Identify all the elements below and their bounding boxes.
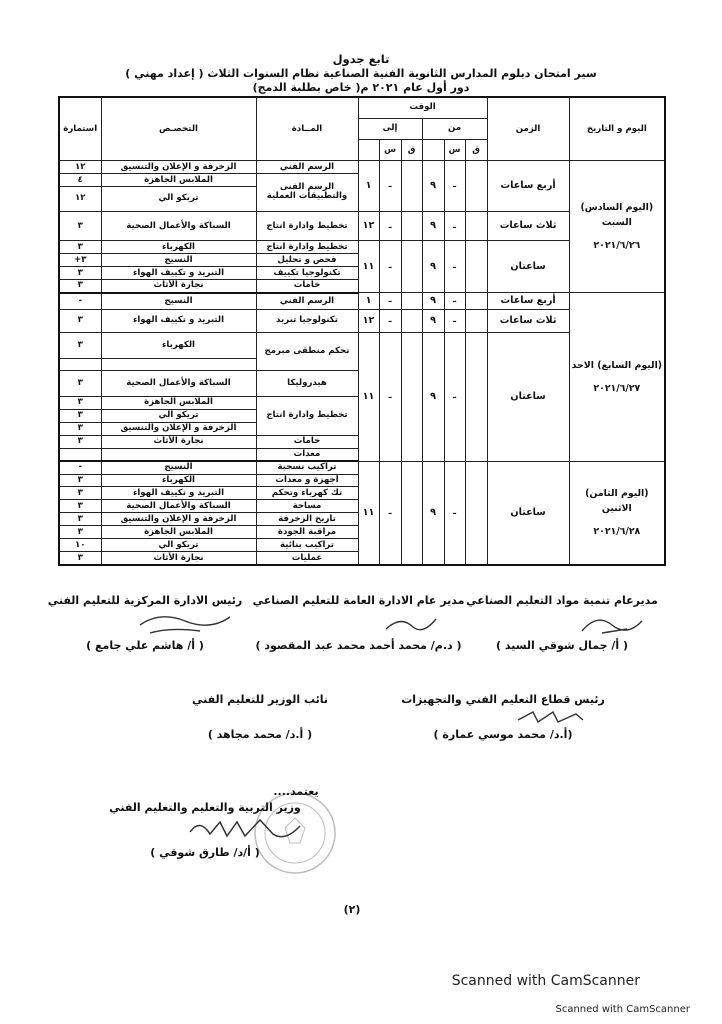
form-cell: - bbox=[59, 293, 101, 310]
subject-cell: خامات bbox=[256, 435, 358, 448]
signatory-name: ( أ/د/ طارق شوقي ) bbox=[150, 846, 260, 859]
form-cell: ٣ bbox=[59, 267, 101, 280]
col-header-spacer bbox=[358, 139, 379, 160]
time-cell bbox=[401, 333, 422, 461]
day-label: (اليوم السابع) الاحد bbox=[571, 359, 663, 371]
signatory-name: ( أ.د/ محمد مجاهد ) bbox=[207, 728, 313, 741]
signature-scribble bbox=[351, 607, 471, 639]
form-cell: ١٢ bbox=[59, 187, 101, 212]
form-cell: ٣ bbox=[59, 370, 101, 396]
signature-block-tech-materials bbox=[452, 594, 672, 652]
subject-cell: تراكيب بنائية bbox=[256, 539, 358, 552]
specialty-cell: السباكة والأعمال الصحية bbox=[101, 211, 256, 240]
page-number: (٢) bbox=[343, 903, 361, 916]
doc-title: تابع جدول bbox=[332, 52, 390, 66]
time-to-minute: ـ bbox=[379, 293, 401, 310]
time-from-minute: ـ bbox=[444, 241, 465, 293]
subject-cell: خامات bbox=[256, 280, 358, 293]
specialty-cell: الكهرباء bbox=[101, 474, 256, 487]
specialty-cell bbox=[101, 448, 256, 461]
time-to-hour: ١ bbox=[358, 293, 379, 310]
subject-cell: تحكم منطقى مبرمج bbox=[256, 333, 358, 371]
specialty-cell: الملابس الجاهزة bbox=[101, 174, 256, 187]
form-cell: - bbox=[59, 461, 101, 474]
specialty-cell bbox=[101, 359, 256, 371]
day-date: ٢٠٢١/٦/٢٦ bbox=[593, 240, 641, 252]
scanner-watermark: Scanned with CamScanner bbox=[451, 973, 640, 989]
col-header-to-minute: ق bbox=[401, 139, 422, 160]
signatory-title: نائب الوزير للتعليم الفني bbox=[192, 693, 328, 706]
specialty-cell: التبريد و تكييف الهواء bbox=[101, 267, 256, 280]
duration-cell: ثلاث ساعات bbox=[487, 211, 569, 240]
specialty-cell: تريكو الي bbox=[101, 539, 256, 552]
col-header-from-minute: ق bbox=[465, 139, 487, 160]
subject-cell: معدات bbox=[256, 448, 358, 461]
time-cell bbox=[465, 211, 487, 240]
duration-cell: ثلاث ساعات bbox=[487, 309, 569, 333]
specialty-cell: تريكو الي bbox=[101, 187, 256, 212]
time-to-minute: ـ bbox=[379, 161, 401, 212]
signatory-name: ( أ/ هاشم علي جامع ) bbox=[86, 639, 204, 652]
signatory-name: ( أ/ جمال شوقي السيد ) bbox=[496, 639, 628, 652]
time-from-minute: ـ bbox=[444, 309, 465, 333]
specialty-cell: التبريد و تكييف الهواء bbox=[101, 309, 256, 333]
form-cell: ٣ bbox=[59, 396, 101, 409]
specialty-cell: تريكو الي bbox=[101, 409, 256, 422]
form-cell: ٣ bbox=[59, 309, 101, 333]
duration-cell: أربع ساعات bbox=[487, 293, 569, 310]
time-to-hour: ١١ bbox=[358, 241, 379, 293]
form-cell: ٣ bbox=[59, 474, 101, 487]
signature-block-deputy-minister bbox=[150, 693, 370, 741]
time-to-minute: ـ bbox=[379, 461, 401, 565]
day-cell bbox=[569, 293, 665, 461]
specialty-cell: الملابس الجاهزة bbox=[101, 396, 256, 409]
day-label: (اليوم الثامن) الاثنين bbox=[585, 488, 649, 515]
form-cell: ٤ bbox=[59, 174, 101, 187]
col-header-duration: الزمن bbox=[487, 97, 569, 161]
form-cell: ٣ bbox=[59, 526, 101, 539]
time-to-minute: ـ bbox=[379, 333, 401, 461]
subject-cell: تك كهرباء وتحكم bbox=[256, 487, 358, 500]
form-cell: ٣ bbox=[59, 422, 101, 435]
time-cell bbox=[401, 461, 422, 565]
subject-cell: فحص و تحليل bbox=[256, 254, 358, 267]
signature-scribble bbox=[498, 706, 618, 728]
col-header-spacer bbox=[422, 139, 444, 160]
time-from-hour: ٩ bbox=[422, 309, 444, 333]
time-from-minute: ـ bbox=[444, 293, 465, 310]
time-to-hour: ١ bbox=[358, 161, 379, 212]
specialty-cell: التبريد و تكييف الهواء bbox=[101, 487, 256, 500]
day-label: (اليوم السادس) السبت bbox=[580, 202, 654, 229]
specialty-cell: الزخرفة و الإعلان والتنسيق bbox=[101, 161, 256, 174]
time-from-hour: ٩ bbox=[422, 211, 444, 240]
col-header-specialty: التخصـص bbox=[101, 97, 256, 161]
time-from-hour: ٩ bbox=[422, 293, 444, 310]
subject-cell: تخطيط وادارة انتاج bbox=[256, 241, 358, 254]
time-to-hour: ١٢ bbox=[358, 309, 379, 333]
col-header-time: الوقت bbox=[358, 97, 487, 118]
subject-cell: تكنولوجيا تبريد bbox=[256, 309, 358, 333]
time-cell bbox=[465, 461, 487, 565]
time-from-minute: ـ bbox=[444, 211, 465, 240]
form-cell: ٣+ bbox=[59, 254, 101, 267]
time-to-hour: ١٢ bbox=[358, 211, 379, 240]
time-cell bbox=[401, 309, 422, 333]
subject-cell: مراقبة الجودة bbox=[256, 526, 358, 539]
time-cell bbox=[401, 161, 422, 212]
day-cell bbox=[569, 461, 665, 565]
specialty-cell: السباكة والأعمال الصحية bbox=[101, 370, 256, 396]
specialty-cell: الزخرفة و الإعلان والتنسيق bbox=[101, 513, 256, 526]
form-cell: ٣ bbox=[59, 513, 101, 526]
time-to-minute: ـ bbox=[379, 241, 401, 293]
signatory-title: رئيس قطاع التعليم الفني والتجهيزات bbox=[401, 693, 605, 706]
duration-cell: ساعتان bbox=[487, 241, 569, 293]
form-cell: ٣ bbox=[59, 552, 101, 565]
form-cell: ٣ bbox=[59, 435, 101, 448]
doc-subtitle: سير امتحان دبلوم المدارس الثانوية الفنية الصناعية نظام السنوات الثلاث ( إعداد مهني ) bbox=[125, 67, 597, 80]
specialty-cell: نجارة الأثاث bbox=[101, 280, 256, 293]
time-cell bbox=[401, 241, 422, 293]
doc-session-line: دور أول عام ٢٠٢١ م( خاص بطلبة الدمج) bbox=[252, 81, 470, 94]
time-from-minute: ـ bbox=[444, 461, 465, 565]
col-header-from-hour: س bbox=[444, 139, 465, 160]
exam-schedule-table bbox=[58, 96, 666, 566]
scanner-watermark-small: Scanned with CamScanner bbox=[555, 1004, 690, 1015]
day-cell bbox=[569, 161, 665, 293]
specialty-cell: النسيج bbox=[101, 254, 256, 267]
signature-scribble bbox=[552, 607, 672, 639]
form-cell bbox=[59, 448, 101, 461]
time-from-hour: ٩ bbox=[422, 241, 444, 293]
form-cell: ١٠ bbox=[59, 539, 101, 552]
day-date: ٢٠٢١/٦/٢٧ bbox=[593, 382, 641, 394]
subject-cell: الرسم الفني bbox=[256, 293, 358, 310]
col-header-from: من bbox=[422, 118, 487, 139]
time-cell bbox=[465, 161, 487, 212]
signatory-title: رئيس الادارة المركزية للتعليم الفني bbox=[47, 594, 243, 607]
time-from-hour: ٩ bbox=[422, 161, 444, 212]
signature-scribble bbox=[130, 607, 250, 639]
signatory-title: مدير عام الادارة العامة للتعليم الصناعي bbox=[252, 594, 465, 607]
form-cell: ١٢ bbox=[59, 161, 101, 174]
col-header-to-hour: س bbox=[379, 139, 401, 160]
time-cell bbox=[401, 211, 422, 240]
specialty-cell: النسيج bbox=[101, 461, 256, 474]
col-header-to: إلى bbox=[358, 118, 422, 139]
subject-cell: مساحة bbox=[256, 500, 358, 513]
form-cell: ٣ bbox=[59, 487, 101, 500]
day-date: ٢٠٢١/٦/٢٨ bbox=[593, 526, 641, 538]
signature-block-sector-head bbox=[388, 693, 618, 741]
col-header-subject: المــادة bbox=[256, 97, 358, 161]
subject-cell: الرسم الفنى والتطبيقات العملية bbox=[256, 174, 358, 212]
subject-cell: هيدروليكا bbox=[256, 370, 358, 396]
subject-cell: الرسم الفني bbox=[256, 161, 358, 174]
form-cell: ٣ bbox=[59, 409, 101, 422]
duration-cell: ساعتان bbox=[487, 333, 569, 461]
time-cell bbox=[465, 241, 487, 293]
subject-cell: تخطيط وادارة انتاج bbox=[256, 211, 358, 240]
time-cell bbox=[465, 333, 487, 461]
duration-cell: أربع ساعات bbox=[487, 161, 569, 212]
specialty-cell: نجارة الأثاث bbox=[101, 552, 256, 565]
subject-cell: أجهزة و معدات bbox=[256, 474, 358, 487]
form-cell: ٣ bbox=[59, 280, 101, 293]
specialty-cell: الزخرفة و الإعلان والتنسيق bbox=[101, 422, 256, 435]
time-to-minute: ـ bbox=[379, 309, 401, 333]
duration-cell: ساعتان bbox=[487, 461, 569, 565]
specialty-cell: السباكة والأعمال الصحية bbox=[101, 500, 256, 513]
subject-cell: عمليات bbox=[256, 552, 358, 565]
time-to-minute: ـ bbox=[379, 211, 401, 240]
signatory-name: (أ.د/ محمد موسي عمارة ) bbox=[433, 728, 573, 741]
time-cell bbox=[465, 293, 487, 310]
specialty-cell: الملابس الجاهزة bbox=[101, 526, 256, 539]
time-from-hour: ٩ bbox=[422, 333, 444, 461]
col-header-form: استمارة bbox=[59, 97, 101, 161]
form-cell bbox=[59, 359, 101, 371]
time-from-minute: ـ bbox=[444, 161, 465, 212]
specialty-cell: الكهرباء bbox=[101, 333, 256, 359]
time-from-minute: ـ bbox=[444, 333, 465, 461]
time-cell bbox=[401, 293, 422, 310]
time-from-hour: ٩ bbox=[422, 461, 444, 565]
subject-cell: تخطيط وادارة انتاج bbox=[256, 396, 358, 435]
col-header-day: اليوم و التاريخ bbox=[569, 97, 665, 161]
signatory-title: وزير التربية والتعليم والتعليم الفني bbox=[109, 801, 301, 814]
signature-block-central-admin bbox=[40, 594, 250, 652]
approval-label: يعتمد.... bbox=[273, 785, 319, 798]
form-cell: ٣ bbox=[59, 241, 101, 254]
time-cell bbox=[465, 309, 487, 333]
form-cell: ٣ bbox=[59, 211, 101, 240]
signatory-title: مديرعام تنمية مواد التعليم الصناعي bbox=[466, 594, 658, 607]
form-cell: ٣ bbox=[59, 333, 101, 359]
time-to-hour: ١١ bbox=[358, 461, 379, 565]
subject-cell: تراكيب نسجية bbox=[256, 461, 358, 474]
specialty-cell: نجارة الأثاث bbox=[101, 435, 256, 448]
subject-cell: تكنولوجيا تكييف bbox=[256, 267, 358, 280]
official-seal bbox=[250, 788, 340, 878]
form-cell: ٣ bbox=[59, 500, 101, 513]
signatory-name: ( د.م/ محمد أحمد محمد عبد المقصود ) bbox=[255, 639, 462, 652]
signature-block-industrial-ed bbox=[246, 594, 471, 652]
time-to-hour: ١١ bbox=[358, 333, 379, 461]
specialty-cell: النسيج bbox=[101, 293, 256, 310]
specialty-cell: الكهرباء bbox=[101, 241, 256, 254]
subject-cell: تاريخ الزخرفة bbox=[256, 513, 358, 526]
